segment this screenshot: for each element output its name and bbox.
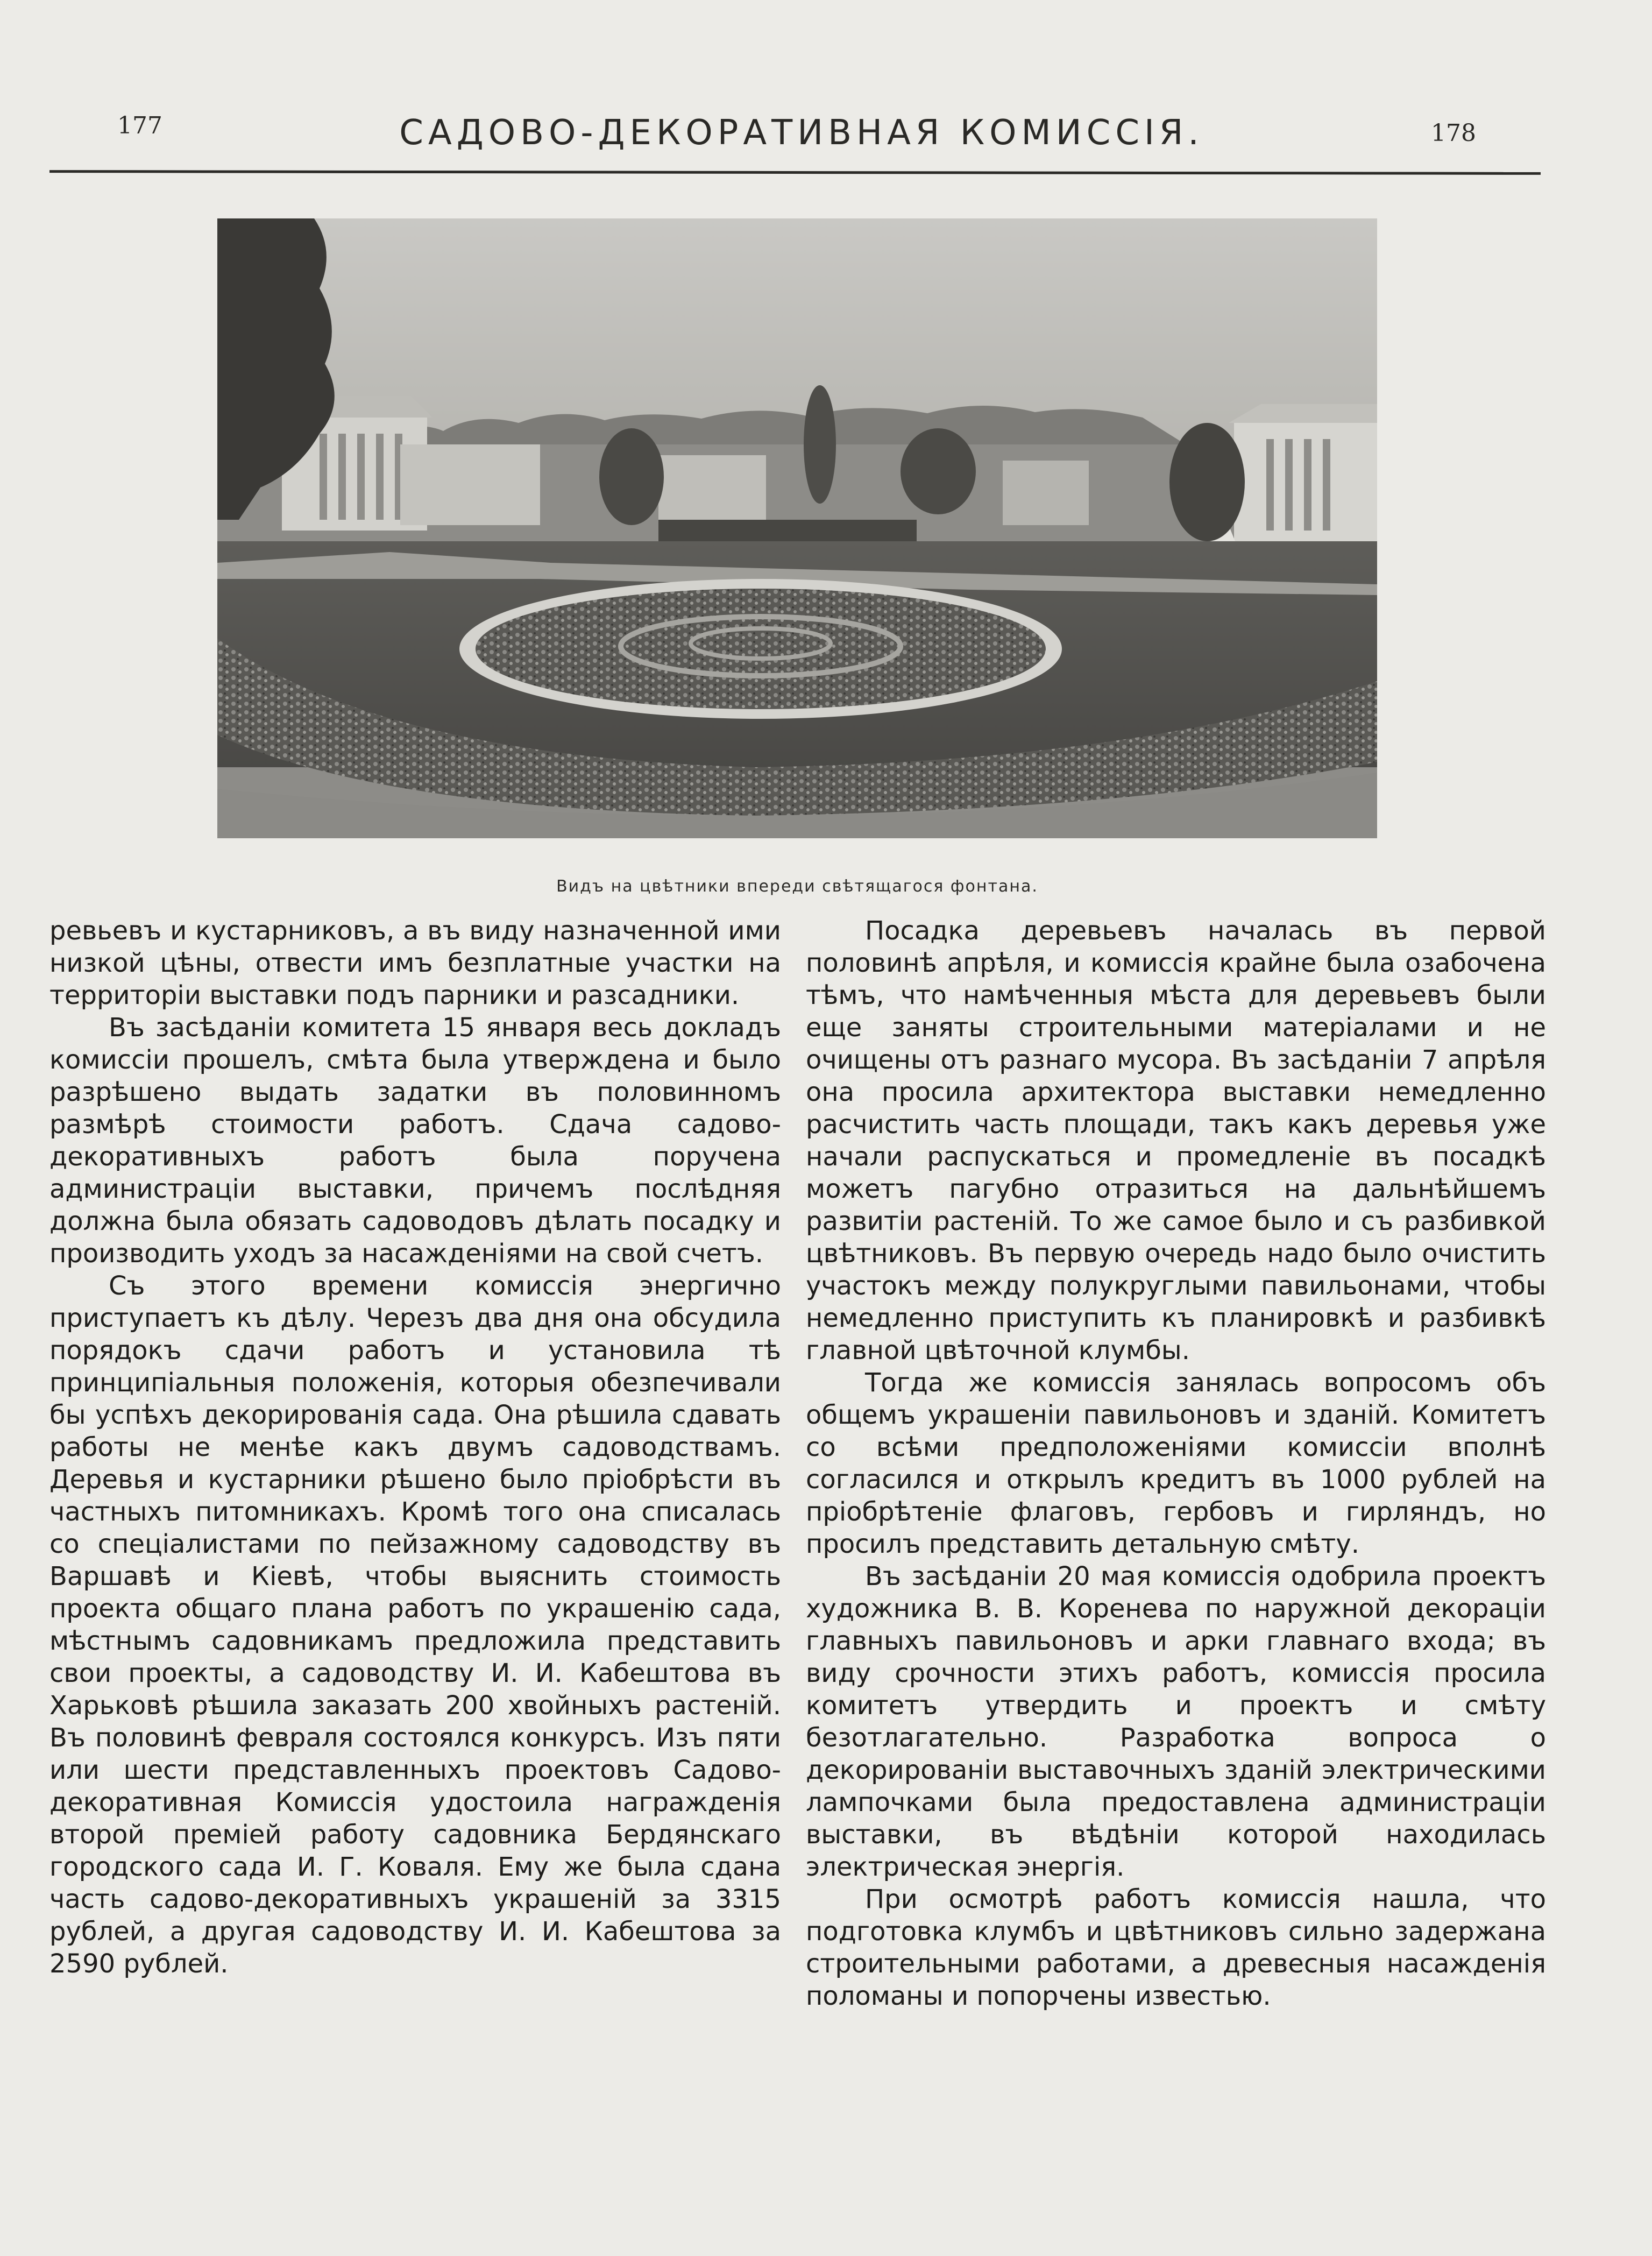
tree: [804, 385, 836, 504]
paragraph: ревьевъ и кустарниковъ, а въ виду назначенной ими низкой цѣны, отвести имъ безплатные участки на территоріи выставки подъ парники и разсадники.: [49, 916, 781, 1010]
tree: [599, 428, 664, 525]
paragraph: При осмотрѣ работъ комиссія нашла, что подготовка клумбъ и цвѣтниковъ сильно задержана строительными работами, а древесныя насажденія поломаны и попорчены известью.: [806, 1884, 1546, 2011]
mid-building: [1003, 461, 1089, 525]
tree: [1169, 423, 1245, 541]
page-number-left: 177: [117, 112, 162, 139]
paragraph: Посадка деревьевъ началась въ первой половинѣ апрѣля, и комиссія крайне была озабочена тѣмъ, что намѣченныя мѣста для деревьевъ были еще заняты строительными матеріалами и не очищены отъ разнаго мусора. Въ засѣданіи 7 апрѣля она просила архитектора выставки немедленно расчистить часть площади, такъ какъ деревья уже начали распускаться и промедленіе въ посадкѣ можетъ пагубно отразиться на дальнѣйшемъ развитіи растеній. То же самое было и съ разбивкой цвѣтниковъ. Въ первую очередь надо было очистить участокъ между полукруглыми павильонами, чтобы немедленно приступить къ планировкѣ и разбивкѣ главной цвѣточной клумбы.: [806, 916, 1546, 1366]
mid-building: [658, 455, 766, 525]
left-column: [49, 915, 781, 1980]
page-number-right: 178: [1431, 119, 1476, 147]
header-rule: [49, 170, 1541, 175]
running-title: САДОВО-ДЕКОРАТИВНАЯ КОМИССІЯ.: [399, 113, 1204, 153]
paragraph: Въ засѣданіи комитета 15 января весь докладъ комиссіи прошелъ, смѣта была утверждена и было разрѣшено выдать задатки въ половинномъ размѣрѣ стоимости работъ. Сдача садово-декоративныхъ работъ была поручена администраціи выставки, причемъ послѣдняя должна была обязать садоводовъ дѣлать посадку и производить уходъ за насажденіями на свой счетъ.: [49, 1013, 781, 1269]
right-column: [806, 915, 1546, 2012]
garden-photograph: [217, 218, 1377, 838]
mid-building: [400, 444, 540, 525]
central-flower-bed-inner: [476, 589, 1046, 709]
paragraph: Въ засѣданіи 20 мая комиссія одобрила проектъ художника В. В. Коренева по наружной декораціи главныхъ павильоновъ и арки главнаго входа; въ виду срочности этихъ работъ, комиссія просила комитетъ утвердить и проектъ и смѣту безотлагательно. Разработка вопроса о декорированіи выставочныхъ зданій электрическими лампочками была предоставлена администраціи выставки, въ вѣдѣніи которой находилась электрическая энергія.: [806, 1561, 1546, 1882]
paragraph: Тогда же комиссія занялась вопросомъ объ общемъ украшеніи павильоновъ и зданій. Комитетъ со всѣми предположеніями комиссіи вполнѣ согласился и открылъ кредитъ въ 1000 рублей на пріобрѣтеніе флаговъ, гербовъ и гирляндъ, но просилъ представить детальную смѣту.: [806, 1368, 1546, 1559]
paragraph: Съ этого времени комиссія энергично приступаетъ къ дѣлу. Черезъ два дня она обсудила порядокъ сдачи работъ и установила тѣ принципіальныя положенія, которыя обезпечивали бы успѣхъ декорированія сада. Она рѣшила сдавать работы не менѣе какъ двумъ садоводствамъ. Деревья и кустарники рѣшено было пріобрѣсти въ частныхъ питомникахъ. Кромѣ того она списалась со спеціалистами по пейзажному садоводству въ Варшавѣ и Кіевѣ, чтобы выяснить стоимость проекта общаго плана работъ по украшенію сада, мѣстнымъ садовникамъ предложила представить свои проекты, а садоводству И. И. Кабештова въ Харьковѣ рѣшила заказать 200 хвойныхъ растеній. Въ половинѣ февраля состоялся конкурсъ. Изъ пяти или шести представленныхъ проектовъ Садово-декоративная Комиссія удостоила награжденія второй преміей работу садовника Бердянскаго городского сада И. Г. Коваля. Ему же была сдана часть садово-декоративныхъ украшеній за 3315 рублей, а другая садоводству И. И. Кабештова за 2590 рублей.: [49, 1271, 781, 1979]
tree: [901, 428, 976, 514]
figure-caption: Видъ на цвѣтники впереди свѣтящагося фонтана.: [556, 877, 1038, 896]
